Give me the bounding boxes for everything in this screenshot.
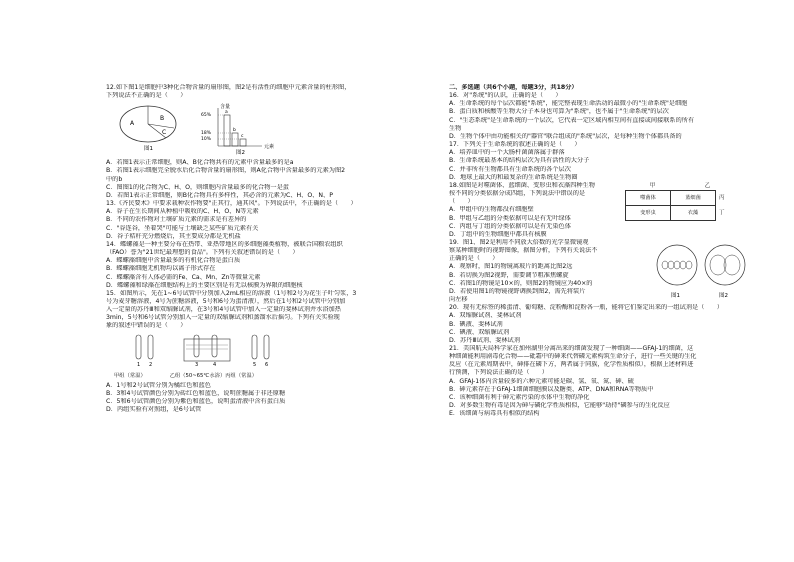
- fig1-caption: 图1: [144, 146, 153, 153]
- q16-line: C．"生态系统"是生命系统的一个层次，它代表一定区域内相互间有直接或间接联系的所有: [449, 116, 695, 124]
- fig2-caption: 图2: [236, 150, 245, 157]
- fig2-tick-10: 10%: [201, 137, 212, 143]
- pie-label-a: A: [130, 120, 135, 128]
- q15-line: 入一定量的苏丹Ⅲ和双缩脲试剂，在3号和4号试管中加入一定量的斐林试剂并水浴加热: [106, 306, 341, 314]
- microscope-fields-figure: [655, 241, 747, 303]
- bar-chart-figure-2: [192, 102, 292, 156]
- field-1: [657, 245, 697, 285]
- q20-line: A．双缩脲试剂、斐林试剂: [449, 312, 522, 320]
- cell-amoeba: 变形虫: [626, 206, 671, 221]
- q18-table: [625, 190, 716, 221]
- question-13: [106, 200, 404, 241]
- q16-line: D．生物个体中由功能相关的"器官"联合组成的"系统"层次，是每种生物个体都具备的: [449, 132, 682, 140]
- q16-line: 生物: [449, 124, 462, 132]
- q12-option-line: A．若图1表示正常细胞，则A、B化合物共有的元素中含量最多的是a: [106, 159, 294, 167]
- q15-line: 号为麦芽糖溶液，4号为蔗糖溶液，5号和6号为蛋清液），然后在1号和2号试管中分别加: [106, 297, 346, 305]
- q21-line: 种细菌能利用剧毒化合物——砒霜中的砷来代替磷元素构筑生命分子，进行一些关键的生化: [449, 353, 697, 361]
- q16-line: A．生命系统的每个层次都能"系统"，能完整表现生命活动的最微小的"生命系统"是细胞: [449, 100, 688, 108]
- test-tubes-illustration: [114, 333, 304, 369]
- q20-line: 20．现有无标签的稀蛋清、葡萄糖、淀粉酶和淀粉各一瓶，能将它们鉴定出来的一组试剂是（ ）: [449, 304, 723, 312]
- q12-option-line: B．若图1表示细胞完全脱水后化合物含量的扇形图，则A化合物中含量最多的元素为图2: [106, 167, 346, 175]
- q18-classification-table: [625, 182, 735, 221]
- right-column: [449, 84, 745, 418]
- q17-line: B．生命系统最基本的结构层次为具有活性的大分子: [449, 157, 590, 165]
- q21-line: 反应（在元素周期表中，砷排在磷下方，两者属于同族，化学性质相似），根据上述材料进: [449, 361, 694, 369]
- q18-line: 18.如图是对噬菌体、蓝细菌、变形虫和衣藻四种生物: [449, 181, 595, 189]
- q21-line: E．该细菌与病毒具有相似的结构: [449, 410, 540, 418]
- question-12-options: [106, 159, 404, 200]
- q15-option-line: B．3和4号试管颜色分别为砖红色和蓝色，说明蔗糖属于非还原糖: [106, 390, 286, 398]
- q14-line: D．蝶螺藻和绿藻在细胞结构上的主要区别是有无以核膜为界限的细胞核: [106, 281, 303, 289]
- q15-option-line: A．1号和2号试管分别为橘红色和蓝色: [106, 381, 211, 389]
- cell-chlamydomonas: 衣藻: [671, 206, 716, 221]
- q17-line: D．地球上最大的和最复杂的生命系统是生物圈: [449, 173, 578, 181]
- left-column: [106, 84, 404, 415]
- q20-line: B．碘液、斐林试剂: [449, 320, 503, 328]
- q15-line: 3min，5号和6号试管分别加入一定量的双缩脲试剂和蒸馏水后摇匀。下列有关实验现: [106, 314, 340, 322]
- q13-line: 13.《齐民要术》中要求栽种农作物要"正其行，通其风"。下列说法中，不正确的是（ ）: [106, 200, 357, 208]
- question-18-block: [449, 182, 745, 239]
- bar-label-b: b: [233, 128, 236, 134]
- tube-label-1: 1: [137, 361, 141, 368]
- q13-line: B．不同的农作物对土壤矿质元素的需求是有差异的: [106, 216, 247, 224]
- question-15: [106, 290, 404, 331]
- q18-line: C．丙组与丁组的分类依据可以是有无染色体: [449, 222, 571, 230]
- question-12: [106, 84, 404, 100]
- q21-line: C．该种细菌有利于砷元素污染的水体中生物的净化: [449, 393, 590, 401]
- q16-line: B．蛋白质和核酸等生物大分子本身也可算为"系统"，也不属于"生命系统"的层次: [449, 108, 669, 116]
- field-2: [705, 245, 745, 285]
- q14-line: （FAO）誉为"21世纪最理想的食品"。下列有关叙述错误的是（ ）: [106, 249, 299, 257]
- fig2-tick-65: 65%: [201, 113, 212, 119]
- group-label-yi: 乙: [704, 182, 711, 189]
- q18-line: （ ）: [449, 198, 474, 206]
- q20-line: C．碘液、双缩脲试剂: [449, 328, 510, 336]
- bar-b: [232, 133, 238, 146]
- q14-line: A．蝶螺藻细胞中含量最多的有机化合物是蛋白质: [106, 257, 241, 265]
- q12-line: 下列说法不正确的是（ ）: [106, 92, 187, 100]
- bar-label-c: c: [241, 134, 244, 140]
- bar-c: [240, 139, 246, 146]
- q14-line: 14．蝶螺藻是一种主要分布在热带、亚热带地区的多细胞藻类植物，被联合国粮农组织: [106, 240, 343, 248]
- q18-line: A．甲组中的生物都没有细胞壁: [449, 206, 534, 214]
- tube-caption: 甲组（常温） 乙组（50~65℃水浴）丙组（常温）: [114, 372, 258, 379]
- tube-label-2: 2: [149, 361, 153, 368]
- section-heading: 二、多选题（共6个小题，每题3分，共18分）: [449, 84, 578, 91]
- q19-line: 正确的是（ ）: [449, 255, 499, 263]
- question-20: [449, 304, 745, 345]
- cell-phage: 噬菌体: [626, 191, 671, 206]
- cell-cyanobacteria: 蓝细菌: [671, 191, 716, 206]
- field-2-caption: 图2: [719, 292, 728, 299]
- question-14: [106, 241, 404, 290]
- q19-option-line: A．观察时，图1的物镜离玻片的距离比图2远: [449, 263, 573, 271]
- fig2-tick-18: 18%: [201, 131, 212, 137]
- q15-option-line: D．丙组实验有对照组，是6号试管: [106, 406, 202, 414]
- group-label-ding: 丁: [719, 209, 725, 216]
- question-18: [449, 182, 619, 239]
- pie-chart-figure-1: [114, 102, 186, 152]
- question-15-options: [106, 382, 404, 415]
- q14-line: B．蝶螺藻细胞无机物均以离子形式存在: [106, 265, 216, 273]
- q21-line: 21．美国航天局科学家在加州湖里分离出来的细菌发现了一种细菌——GFAJ-1的细菌，这: [449, 345, 694, 352]
- q21-line: B．砷元素存在于GFAJ-1细菌细胞膜以及糖类、ATP、DNA和RNA等物质中: [449, 385, 654, 393]
- q15-line: 15．如图所示，先在1~6号试管中分别加入2mL相应的溶液（1号和2号为花生子叶匀浆，3: [106, 289, 357, 297]
- q12-option-line: 中的b: [106, 175, 123, 183]
- pie-label-b: B: [160, 115, 165, 123]
- q19-option-line: B．若切换为图2视野，需要调节粗准焦螺旋: [449, 271, 569, 279]
- q21-line: 行预测，下列说法正确的是（ ）: [449, 369, 548, 377]
- q13-line: C．"谷连谷，坐着哭"可能与土壤缺乏某些矿质元素有关: [106, 224, 259, 232]
- q15-line: 象的叙述中错误的是（ ）: [106, 322, 187, 330]
- q17-line: A．培养皿中的一个大肠杆菌菌落属于群落: [449, 149, 565, 157]
- q19-option-line: C．若图1的物镜是10×的，则图2的物镜应为40×的: [449, 279, 593, 287]
- test-tube-figure: [114, 333, 404, 380]
- q13-line: D．谷子秸秆充分燃烧后，其主要成分都是无机盐: [106, 232, 241, 240]
- q19-option-line: 向左移: [449, 296, 468, 304]
- question-16: [449, 92, 745, 141]
- q19-option-line: D．若使用图1的物镜视野调换到图2，需先将装片: [449, 287, 586, 295]
- q12-figures: [114, 102, 404, 156]
- q17-line: 17．下列关于生命系统的叙述正确的是（ ）: [449, 141, 581, 149]
- bar-a: [224, 115, 230, 146]
- tube-label-6: 6: [265, 361, 269, 368]
- q13-line: A．谷子在生长期间从种植中吸收的C、H、O、N等元素: [106, 208, 259, 216]
- q19-line: 察某种细胞时的视野图像，据图分析，下列有关说法不: [449, 247, 598, 255]
- q18-line: D．丁组中的生物细胞中都具有核膜: [449, 230, 547, 238]
- question-17: [449, 141, 745, 182]
- fig2-xlabel: 元素: [264, 144, 275, 151]
- tube-label-5: 5: [253, 361, 257, 368]
- q21-line: D．对多数生物有毒是因为砷与磷化学性质相似，它能够"劫持"磷参与的生化反应: [449, 402, 670, 410]
- q19-line: 19．图1、图2是利用不同放大倍数的光学显微镜观: [449, 238, 589, 246]
- question-19: [449, 239, 649, 263]
- q15-option-line: C．5和6号试管颜色分别为紫色和蓝色，说明蛋清液中含有蛋白质: [106, 398, 286, 406]
- tube-label-3: 3: [195, 361, 199, 368]
- q21-line: A．GFAJ-1体内含量较多的六种元素可能是碳、氢、氧、氮、砷、硫: [449, 377, 634, 385]
- bar-label-a: a: [225, 110, 228, 116]
- q20-line: D．苏丹Ⅲ试剂、斐林试剂: [449, 336, 520, 344]
- tube-label-4: 4: [213, 361, 217, 368]
- fig2-ylabel: 含量: [220, 104, 231, 111]
- q17-line: C．并非所有生物都具有生命系统的各个层次: [449, 165, 571, 173]
- pie-label-c: C: [162, 129, 167, 137]
- q12-option-line: D．若图1表示正常细胞，则B化合物具有多样性，其必含的元素为C、H、O、N、P: [106, 191, 333, 199]
- field-1-caption: 图1: [671, 292, 680, 299]
- q12-line: 12.如下图1是细胞中3种化合物含量的扇形图，图2是有活性的细胞中元素含量的柱形图，: [106, 84, 351, 91]
- q16-line: 16．对"系统"的认识，正确的是（ ）: [449, 92, 562, 100]
- q18-line: 按不同的分类依据分成四组，下列说法中错误的是: [449, 190, 586, 198]
- group-label-jia: 甲: [649, 182, 656, 189]
- q12-option-line: C．图图1的化合物为C、H、O，则细胞内含量最多的化合物一是蛋: [106, 183, 289, 191]
- q14-line: C．蝶螺藻含有人体必需的Fe、Ca、Mn、Zn等微量元素: [106, 273, 261, 281]
- q18-line: B．甲组与乙组的分类依据可以是有无叶绿体: [449, 214, 571, 222]
- question-21: [449, 345, 745, 418]
- group-label-bing: 丙: [719, 194, 725, 201]
